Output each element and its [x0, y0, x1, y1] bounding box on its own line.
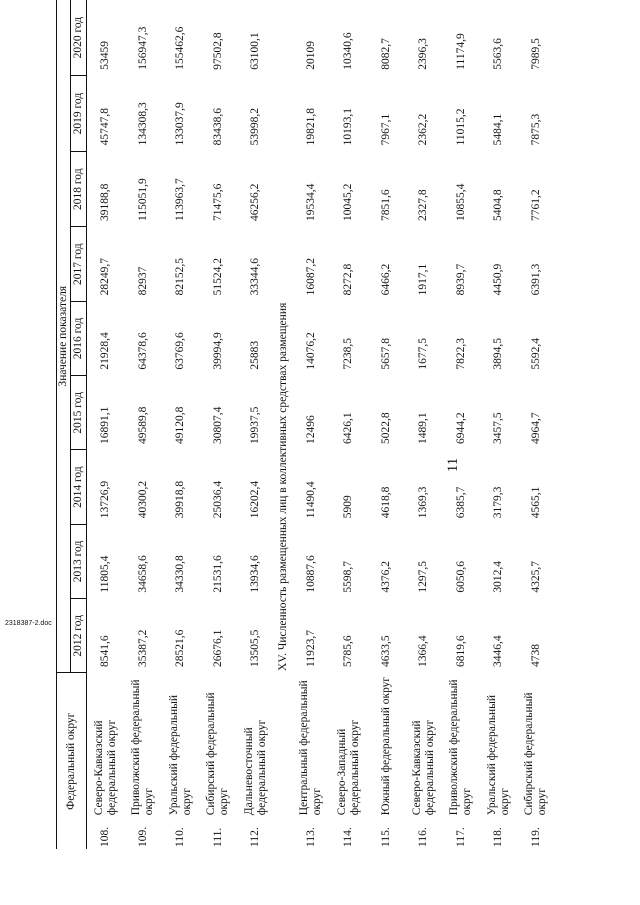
value-cell: 11490,4 — [304, 481, 317, 519]
value-cell: 6819,6 — [454, 635, 467, 667]
value-cell: 8939,7 — [454, 263, 467, 296]
section-title: XV. Численность размещенных лиц в коллективных средствах размещения — [277, 302, 290, 671]
value-cell: 6050,6 — [454, 561, 467, 593]
value-cell: 5909 — [342, 495, 355, 519]
value-cell: 21928,4 — [99, 332, 112, 370]
value-cell: 1369,3 — [417, 486, 430, 519]
value-cell: 134308,3 — [136, 102, 149, 146]
value-cell: 5404,8 — [492, 189, 505, 221]
value-cell: 7967,1 — [379, 113, 392, 146]
value-cell: 2362,2 — [417, 113, 430, 146]
value-cell: 156947,3 — [136, 26, 149, 70]
value-cell: 71475,6 — [211, 183, 224, 221]
table-row — [480, 0, 518, 849]
district-name: Сибирский федеральный округ — [205, 692, 231, 816]
year-header: 2012 год — [71, 599, 87, 673]
value-cell: 35387,2 — [136, 629, 149, 667]
value-cell: 5022,8 — [379, 412, 392, 444]
value-cell: 16202,4 — [249, 480, 262, 519]
value-cell: 4738 — [529, 643, 542, 667]
row-number: 112. — [249, 827, 262, 847]
table-row — [518, 0, 556, 849]
value-cell: 6466,2 — [379, 263, 392, 296]
value-cell: 83438,6 — [211, 108, 224, 146]
table-row — [443, 0, 481, 849]
value-cell: 3012,4 — [492, 561, 505, 593]
table-row — [368, 0, 406, 849]
value-cell: 34658,6 — [136, 555, 149, 593]
table-body — [87, 0, 556, 849]
row-number: 110. — [174, 827, 187, 847]
value-cell: 6385,7 — [454, 486, 467, 519]
year-header: 2018 год — [71, 151, 87, 227]
value-cell: 11015,2 — [454, 108, 467, 146]
row-number: 116. — [417, 827, 430, 847]
value-cell: 10193,1 — [342, 108, 355, 146]
district-name: Приволжский федеральный округ — [130, 679, 156, 816]
value-cell: 39188,8 — [99, 183, 112, 221]
district-name: Северо-Кавказский федеральный округ — [410, 719, 436, 816]
value-cell: 19937,5 — [249, 406, 262, 444]
year-header: 2017 год — [71, 227, 87, 301]
value-cell: 7851,6 — [379, 189, 392, 221]
value-cell: 113963,7 — [174, 178, 187, 221]
value-cell: 63769,6 — [174, 332, 187, 370]
value-cell: 21531,6 — [211, 555, 224, 593]
district-name: Центральный федеральный округ — [298, 680, 324, 816]
value-cell: 63100,1 — [249, 32, 262, 70]
table-row — [200, 0, 238, 849]
year-header: 2014 год — [71, 450, 87, 524]
value-cell: 10045,2 — [342, 183, 355, 221]
value-cell: 3457,5 — [492, 412, 505, 444]
table-row — [330, 0, 368, 849]
value-cell: 7989,5 — [529, 38, 542, 70]
value-cell: 34330,8 — [174, 555, 187, 593]
district-column-header: Федеральный округ — [57, 673, 87, 849]
value-cell: 5598,7 — [342, 561, 355, 593]
value-cell: 39918,8 — [174, 480, 187, 519]
year-header: 2013 год — [71, 524, 87, 598]
value-cell: 6944,2 — [454, 412, 467, 444]
row-number: 119. — [529, 827, 542, 847]
value-cell: 20109 — [304, 41, 317, 70]
document-id: 2318387-2.doc — [5, 620, 52, 627]
value-cell: 8082,7 — [379, 38, 392, 70]
value-cell: 97502,8 — [211, 32, 224, 70]
year-header: 2015 год — [71, 376, 87, 450]
value-cell: 10340,6 — [342, 32, 355, 70]
section-row — [275, 0, 293, 849]
value-cell: 3894,5 — [492, 338, 505, 370]
value-cell: 8541,6 — [99, 635, 112, 667]
district-name: Уральский федеральный округ — [485, 695, 511, 816]
table-row — [293, 0, 331, 849]
value-cell: 5657,8 — [379, 338, 392, 370]
value-cell: 25036,4 — [211, 480, 224, 519]
row-number: 114. — [342, 827, 355, 847]
value-cell: 4964,7 — [529, 412, 542, 444]
value-cell: 4618,8 — [379, 486, 392, 519]
value-cell: 5785,6 — [342, 635, 355, 667]
value-cell: 1366,4 — [417, 635, 430, 667]
value-cell: 4633,5 — [379, 635, 392, 667]
district-name: Северо-Кавказский федеральный округ — [92, 719, 118, 816]
value-cell: 6391,3 — [529, 263, 542, 296]
table-row — [87, 0, 125, 849]
value-cell: 4376,2 — [379, 561, 392, 593]
value-cell: 11923,7 — [304, 630, 317, 667]
value-cell: 6426,1 — [342, 412, 355, 444]
year-header: 2016 год — [71, 301, 87, 375]
value-cell: 2327,8 — [417, 189, 430, 221]
value-cell: 33344,6 — [249, 257, 262, 296]
value-cell: 39994,9 — [211, 332, 224, 370]
value-cell: 25883 — [249, 340, 262, 370]
row-number: 118. — [492, 827, 505, 847]
district-name: Южный федеральный округ — [379, 676, 392, 816]
value-cell: 82937 — [136, 266, 149, 296]
value-cell: 7761,2 — [529, 189, 542, 221]
year-header: 2020 год — [71, 0, 87, 76]
value-cell: 4450,9 — [492, 263, 505, 296]
value-cell: 28521,6 — [174, 629, 187, 667]
table-row — [162, 0, 200, 849]
value-cell: 30807,4 — [211, 406, 224, 444]
value-cell: 8272,8 — [342, 263, 355, 296]
value-cell: 4325,7 — [529, 561, 542, 593]
value-cell: 5563,6 — [492, 38, 505, 70]
value-group-header: Значение показателя — [57, 0, 71, 673]
value-cell: 49589,8 — [136, 406, 149, 444]
value-cell: 155462,6 — [174, 26, 187, 70]
row-number: 117. — [454, 827, 467, 847]
value-cell: 13505,5 — [249, 629, 262, 667]
value-cell: 14076,2 — [304, 332, 317, 370]
value-cell: 1677,5 — [417, 338, 430, 370]
table-row — [125, 0, 163, 849]
value-cell: 10887,6 — [304, 555, 317, 593]
value-cell: 16087,2 — [304, 257, 317, 296]
value-cell: 12496 — [304, 415, 317, 444]
value-cell: 53998,2 — [249, 108, 262, 146]
row-number: 115. — [379, 827, 392, 847]
value-cell: 4565,1 — [529, 486, 542, 519]
value-cell: 11174,9 — [454, 33, 467, 70]
value-cell: 7822,3 — [454, 338, 467, 370]
table-row — [237, 0, 275, 849]
value-cell: 3446,4 — [492, 635, 505, 667]
year-header: 2019 год — [71, 76, 87, 152]
table-row — [405, 0, 443, 849]
value-cell: 45747,8 — [99, 108, 112, 146]
value-cell: 1489,1 — [417, 412, 430, 444]
district-name: Уральский федеральный округ — [167, 695, 193, 816]
data-table — [56, 0, 555, 849]
value-cell: 1297,5 — [417, 561, 430, 593]
value-cell: 51524,2 — [211, 257, 224, 296]
page-number: 11 — [445, 457, 461, 473]
value-cell: 5484,1 — [492, 113, 505, 146]
value-cell: 46256,2 — [249, 183, 262, 221]
value-cell: 82152,5 — [174, 257, 187, 296]
value-cell: 49120,8 — [174, 406, 187, 444]
value-cell: 28249,7 — [99, 257, 112, 296]
section-spacer — [275, 673, 293, 849]
row-number: 108. — [99, 826, 112, 847]
value-cell: 3179,3 — [492, 486, 505, 519]
value-cell: 13726,9 — [99, 480, 112, 519]
value-cell: 133037,9 — [174, 102, 187, 146]
value-cell: 10855,4 — [454, 183, 467, 221]
value-cell: 16891,1 — [99, 406, 112, 444]
value-cell: 26676,1 — [211, 629, 224, 667]
district-name: Дальневосточный федеральный округ — [242, 719, 268, 816]
value-cell: 40300,2 — [136, 480, 149, 519]
row-number: 111. — [211, 827, 224, 847]
district-name: Северо-Западный федеральный округ — [335, 719, 361, 816]
value-cell: 115051,9 — [136, 178, 149, 221]
value-cell: 64378,6 — [136, 332, 149, 370]
value-cell: 11805,4 — [99, 555, 112, 593]
row-number: 109. — [136, 826, 149, 847]
value-cell: 13934,6 — [249, 555, 262, 593]
value-cell: 7875,3 — [529, 113, 542, 146]
value-cell: 2396,3 — [417, 38, 430, 70]
value-cell: 19821,8 — [304, 108, 317, 146]
district-name: Сибирский федеральный округ — [523, 692, 549, 816]
value-cell: 19534,4 — [304, 183, 317, 221]
value-cell: 7238,5 — [342, 338, 355, 370]
district-name: Приволжский федеральный округ — [448, 679, 474, 816]
row-number: 113. — [304, 827, 317, 847]
value-cell: 5592,4 — [529, 338, 542, 370]
value-cell: 1917,1 — [417, 263, 430, 296]
value-cell: 53459 — [99, 41, 112, 70]
